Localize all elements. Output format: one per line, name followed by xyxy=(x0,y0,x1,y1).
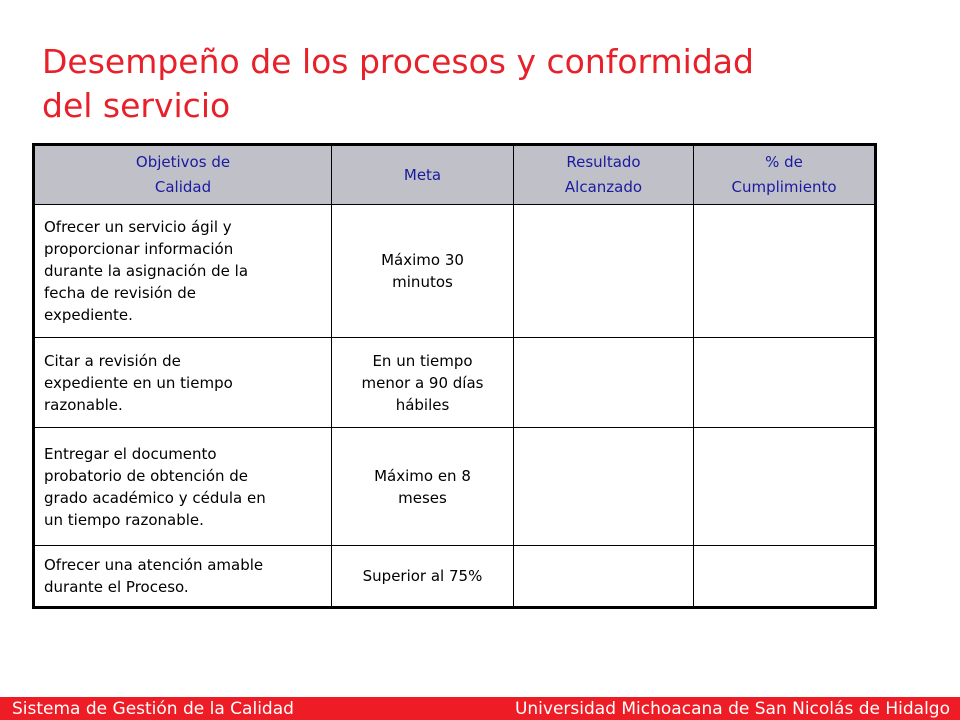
compliance-cell xyxy=(694,205,876,338)
slide-title-line-2: del servicio xyxy=(42,86,231,125)
table-row xyxy=(34,205,876,338)
header-result-line-1: Resultado xyxy=(566,153,641,171)
goal-line: meses xyxy=(398,488,447,507)
goal-line: En un tiempo xyxy=(372,351,473,370)
header-compliance-line-1: % de xyxy=(765,153,803,171)
header-goal xyxy=(332,145,514,205)
objective-line: durante la asignación de la xyxy=(44,262,249,280)
result-cell xyxy=(514,205,694,338)
objective-line: Entregar el documento xyxy=(44,444,217,463)
header-result xyxy=(514,145,694,205)
header-compliance-line-2: Cumplimiento xyxy=(731,178,837,196)
result-cell xyxy=(514,338,694,428)
header-objectives-line-2: Calidad xyxy=(154,178,212,196)
goal-line: hábiles xyxy=(395,395,450,414)
objective-line: razonable. xyxy=(44,395,123,414)
compliance-cell xyxy=(694,546,876,608)
goal-cell xyxy=(332,205,514,338)
footer-bar xyxy=(0,697,960,720)
goal-line: Máximo en 8 xyxy=(374,466,471,485)
objective-cell xyxy=(34,546,332,608)
header-compliance xyxy=(694,145,876,205)
objective-line: Ofrecer una atención amable xyxy=(44,556,264,574)
goal-line: Máximo 30 xyxy=(381,251,464,269)
objective-cell xyxy=(34,205,332,338)
goal-line: menor a 90 días xyxy=(361,373,484,392)
goal-line: minutos xyxy=(392,273,453,291)
header-objectives xyxy=(34,145,332,205)
quality-objectives-table xyxy=(32,143,877,609)
result-cell xyxy=(514,546,694,608)
objective-line: probatorio de obtención de xyxy=(44,466,249,485)
header-result-line-2: Alcanzado xyxy=(564,178,643,196)
objective-line: Ofrecer un servicio ágil y xyxy=(44,218,232,236)
objective-line: fecha de revisión de xyxy=(44,284,197,302)
table-row xyxy=(34,546,876,608)
slide-title-line-1: Desempeño de los procesos y conformidad xyxy=(42,42,754,81)
goal-line: Superior al 75% xyxy=(362,567,483,585)
compliance-cell xyxy=(694,338,876,428)
objective-cell xyxy=(34,338,332,428)
objective-line: un tiempo razonable. xyxy=(44,510,204,529)
slide-title xyxy=(42,40,922,128)
table-row xyxy=(34,338,876,428)
objective-line: grado académico y cédula en xyxy=(44,488,266,507)
goal-cell xyxy=(332,428,514,546)
footer-university-name: Universidad Michoacana de San Nicolás de Hidalgo xyxy=(514,699,950,719)
objective-cell xyxy=(34,428,332,546)
header-objectives-line-1: Objetivos de xyxy=(135,153,231,171)
objective-line: expediente en un tiempo xyxy=(44,373,233,392)
goal-cell xyxy=(332,546,514,608)
compliance-cell xyxy=(694,428,876,546)
objective-line: expediente. xyxy=(44,306,133,324)
footer-system-name: Sistema de Gestión de la Calidad xyxy=(12,699,294,719)
table-header-row xyxy=(34,145,876,205)
header-goal-line-1: Meta xyxy=(403,165,442,184)
result-cell xyxy=(514,428,694,546)
objective-line: durante el Proceso. xyxy=(44,578,189,596)
objective-line: Citar a revisión de xyxy=(44,351,181,370)
table-row xyxy=(34,428,876,546)
goal-cell xyxy=(332,338,514,428)
objective-line: proporcionar información xyxy=(44,240,234,258)
